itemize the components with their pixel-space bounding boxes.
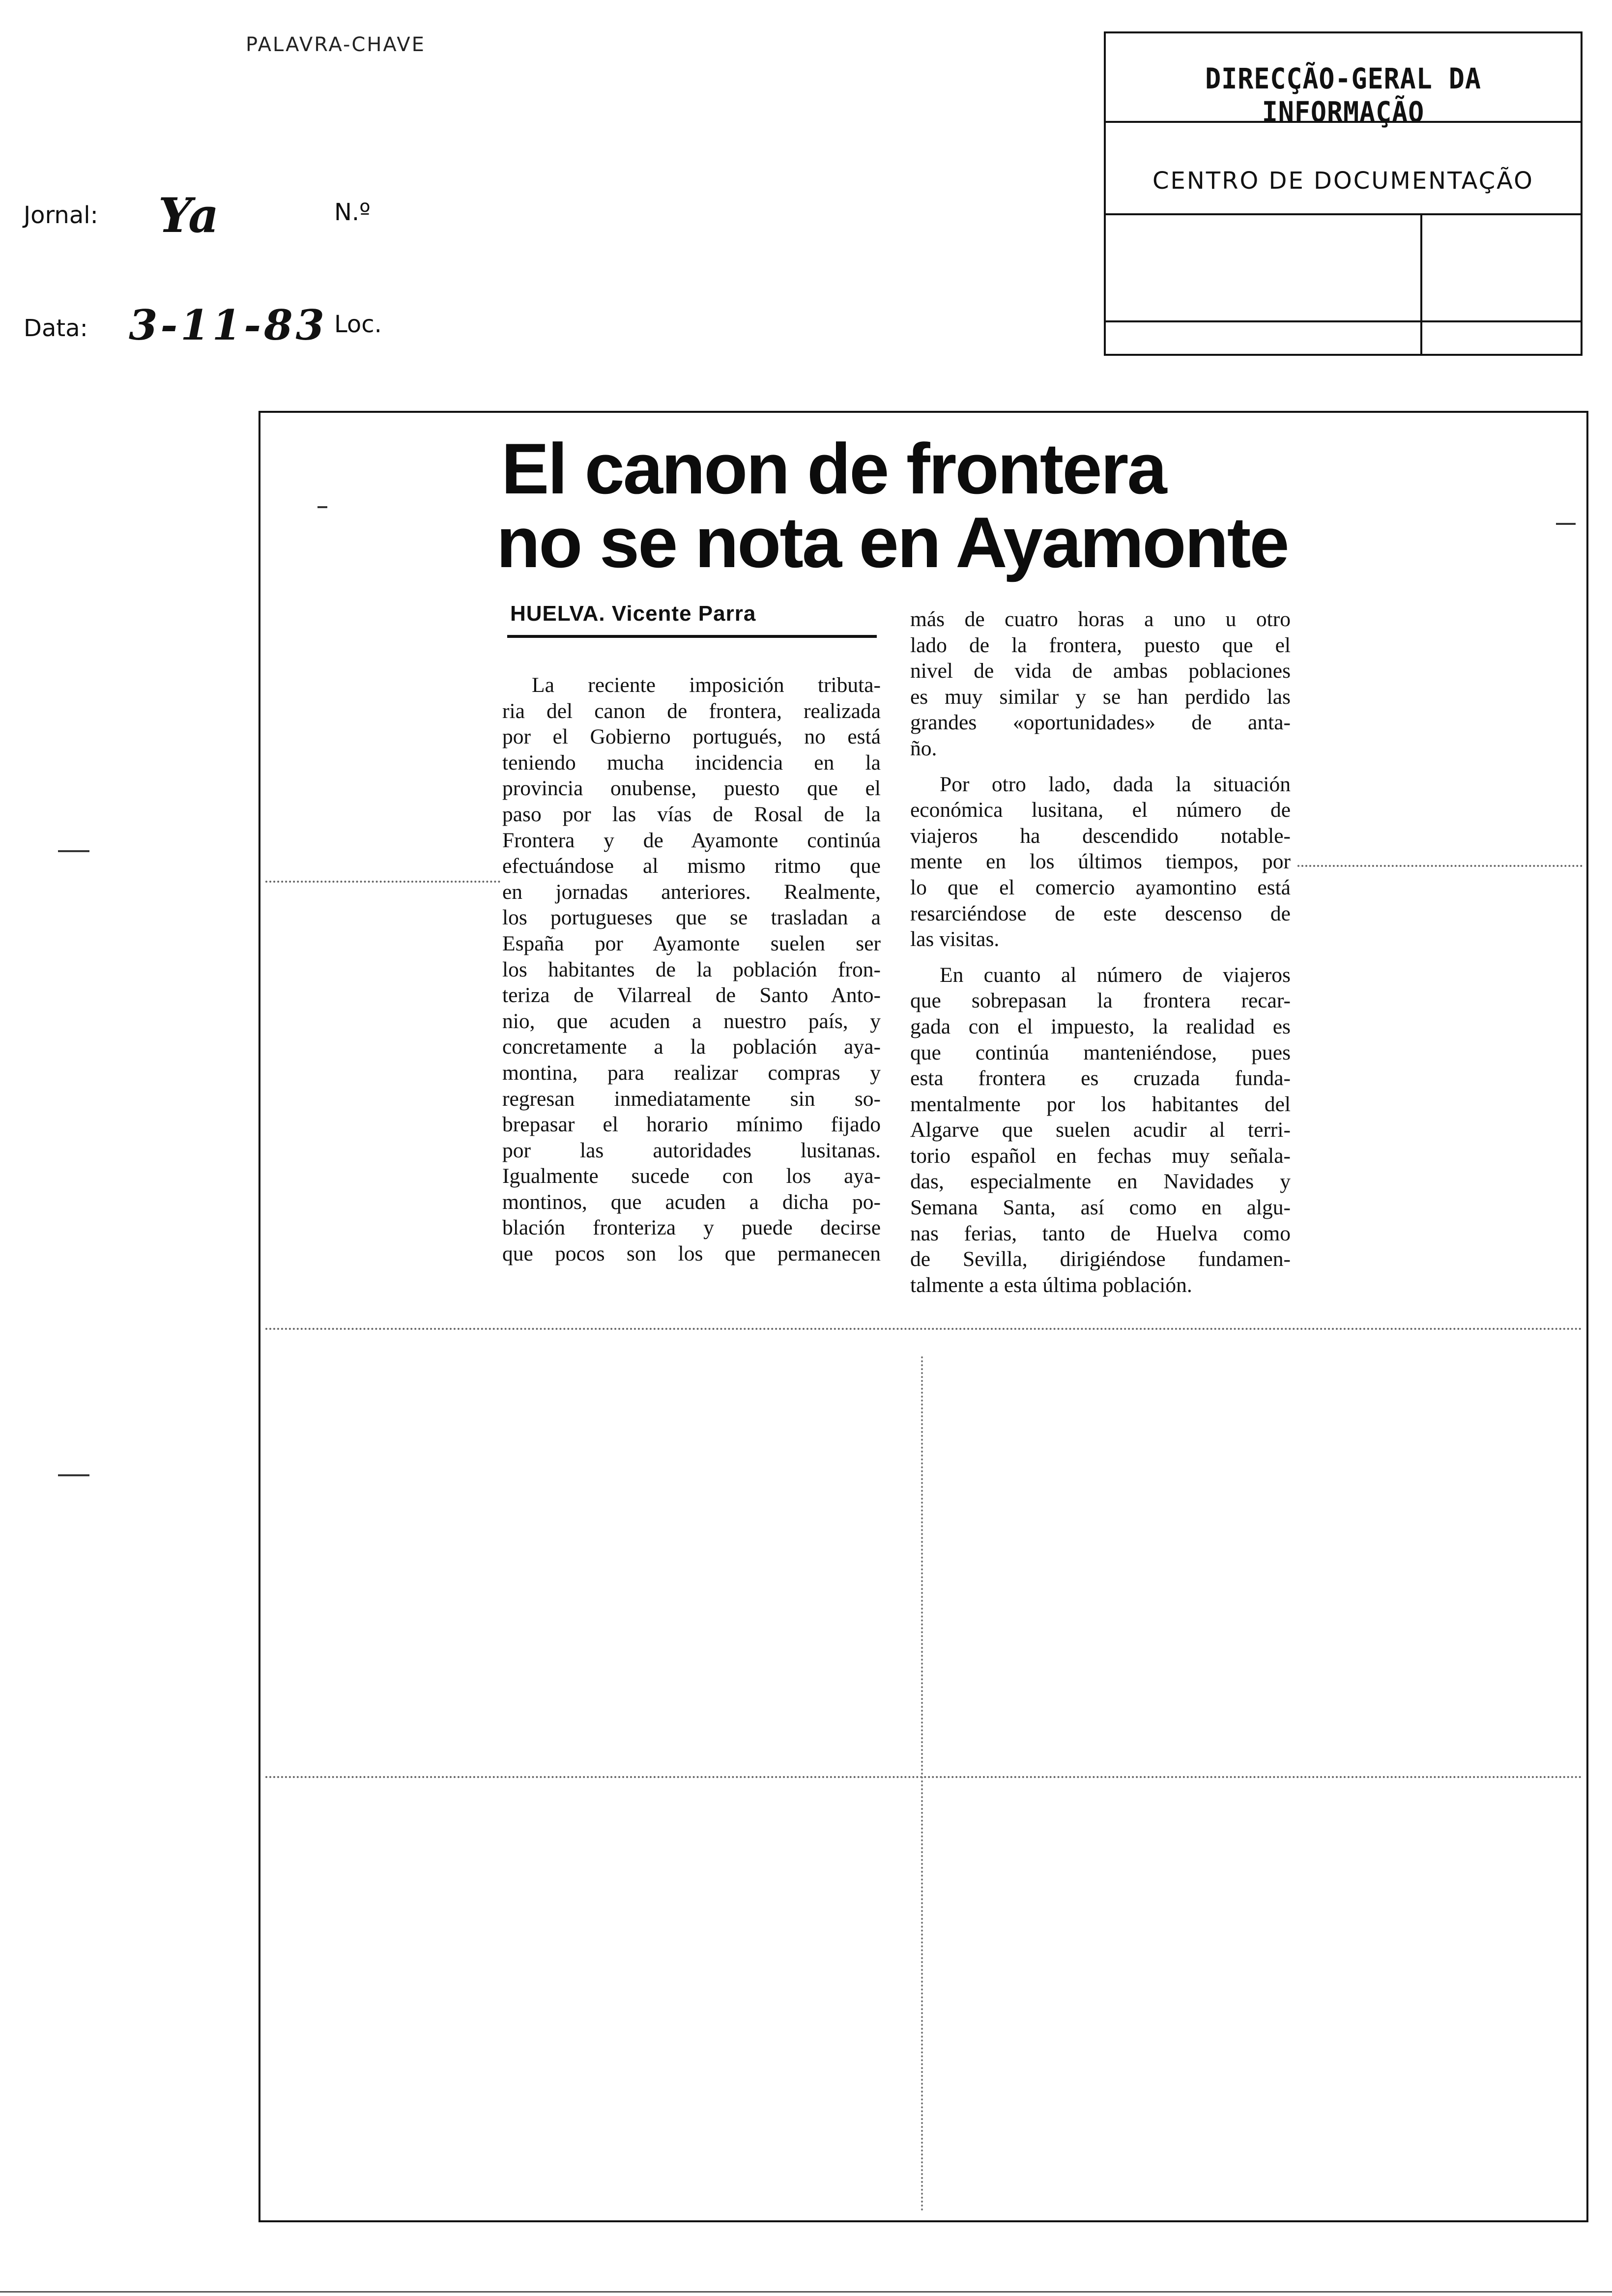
numero-label: N.º [334,199,371,226]
text-line: teniendo mucha incidencia en la [502,750,881,775]
text-line: Igualmente sucede con los aya- [502,1164,881,1188]
text-line: concretamente a la población aya- [502,1035,881,1059]
text-line: por el Gobierno portugués, no está [502,725,881,749]
text-line: nio, que acuden a nuestro país, y [502,1009,881,1033]
byline-rule [507,635,877,638]
text-line: de Sevilla, dirigiéndose fundamen- [910,1247,1291,1271]
text-line: montinos, que acuden a dicha po- [502,1190,881,1214]
stamp-jornal-row [1106,215,1581,322]
article-headline-line1: El canon de frontera [501,429,1166,509]
text-line: brepasar el horario mínimo fijado [502,1113,881,1137]
text-line: nivel de vida de ambas poblaciones [910,659,1291,683]
text-line: económica lusitana, el número de [910,798,1291,822]
text-line: En cuanto al número de viajeros [940,963,1291,987]
article-column-2 [910,606,1291,1298]
scan-mark [1556,523,1576,525]
jornal-value: Ya [158,188,219,243]
text-line: talmente a esta última población. [910,1273,1192,1297]
text-line: España por Ayamonte suelen ser [502,931,881,955]
text-line: Semana Santa, así como en algu- [910,1196,1291,1220]
loc-label: Loc. [334,311,382,338]
article-byline: HUELVA. Vicente Parra [510,602,756,626]
cut-guide [265,1776,1583,1778]
text-line: nas ferias, tanto de Huelva como [910,1221,1291,1245]
data-value: 3-11-83 [129,301,327,349]
text-line: teriza de Vilarreal de Santo Anto- [502,983,881,1007]
text-line: viajeros ha descendido notable- [910,824,1291,848]
text-line: das, especialmente en Navidades y [910,1170,1291,1194]
archive-stamp [1104,31,1583,356]
scan-mark [317,506,327,508]
text-line: ria del canon de frontera, realizada [502,699,881,723]
text-line: ño. [910,736,937,760]
cut-guide [265,881,500,883]
text-line: Frontera y de Ayamonte continúa [502,828,881,852]
text-line: mente en los últimos tiempos, por [910,850,1291,874]
text-line: torio español en fechas muy señala- [910,1144,1291,1168]
text-line: es muy similar y se han perdido las [910,685,1291,709]
text-line: las visitas. [910,927,1000,951]
scan-mark [58,1474,89,1476]
cut-guide [265,1328,1583,1330]
paragraph-gap [910,952,1291,962]
text-line: efectuándose al mismo ritmo que [502,854,881,878]
text-line: que continúa manteniéndose, pues [910,1040,1291,1064]
stamp-subtitle: CENTRO DE DOCUMENTAÇÃO [1152,167,1534,195]
cut-guide [1297,865,1583,867]
article-headline-line2: no se nota en Ayamonte [496,502,1288,582]
text-line: montina, para realizar compras y [502,1061,881,1085]
text-line: grandes «oportunidades» de anta- [910,711,1291,735]
jornal-label: Jornal: [24,201,98,229]
stamp-divider [1420,215,1422,356]
text-line: los habitantes de la población fron- [502,957,881,981]
text-line: que pocos son los que permanecen [502,1242,881,1266]
text-line: esta frontera es cruzada funda- [910,1066,1291,1091]
text-line: paso por las vías de Rosal de la [502,802,881,826]
keyword-label: PALAVRA-CHAVE [246,33,426,56]
scan-mark [58,850,89,852]
text-line: blación fronteriza y puede decirse [502,1216,881,1240]
text-line: los portugueses que se trasladan a [502,906,881,930]
text-line: Algarve que suelen acudir al terri- [910,1118,1291,1142]
text-line: más de cuatro horas a uno u otro [910,607,1291,631]
text-line: regresan inmediatamente sin so- [502,1087,881,1111]
cut-guide-vertical [921,1356,923,2211]
stamp-title: DIRECÇÃO-GERAL DA INFORMAÇÃO [1205,62,1481,129]
text-line: en jornadas anteriores. Realmente, [502,880,881,904]
paragraph-gap [910,762,1291,772]
text-line: Por otro lado, dada la situación [940,772,1291,796]
text-line: gada con el impuesto, la realidad es [910,1014,1291,1038]
text-line: por las autoridades lusitanas. [502,1138,881,1162]
text-line: La reciente imposición tributa- [532,673,881,697]
text-line: resarciéndose de este descenso de [910,901,1291,925]
text-line: lado de la frontera, puesto que el [910,633,1291,657]
text-line: provincia onubense, puesto que el [502,776,881,801]
text-line: lo que el comercio ayamontino está [910,875,1291,899]
stamp-data-row [1106,322,1581,356]
text-line: mentalmente por los habitantes del [910,1092,1291,1116]
text-line: que sobrepasan la frontera recar- [910,989,1291,1013]
article-column-1 [502,672,881,1267]
scan-edge [0,2291,1612,2293]
data-label: Data: [24,315,88,342]
